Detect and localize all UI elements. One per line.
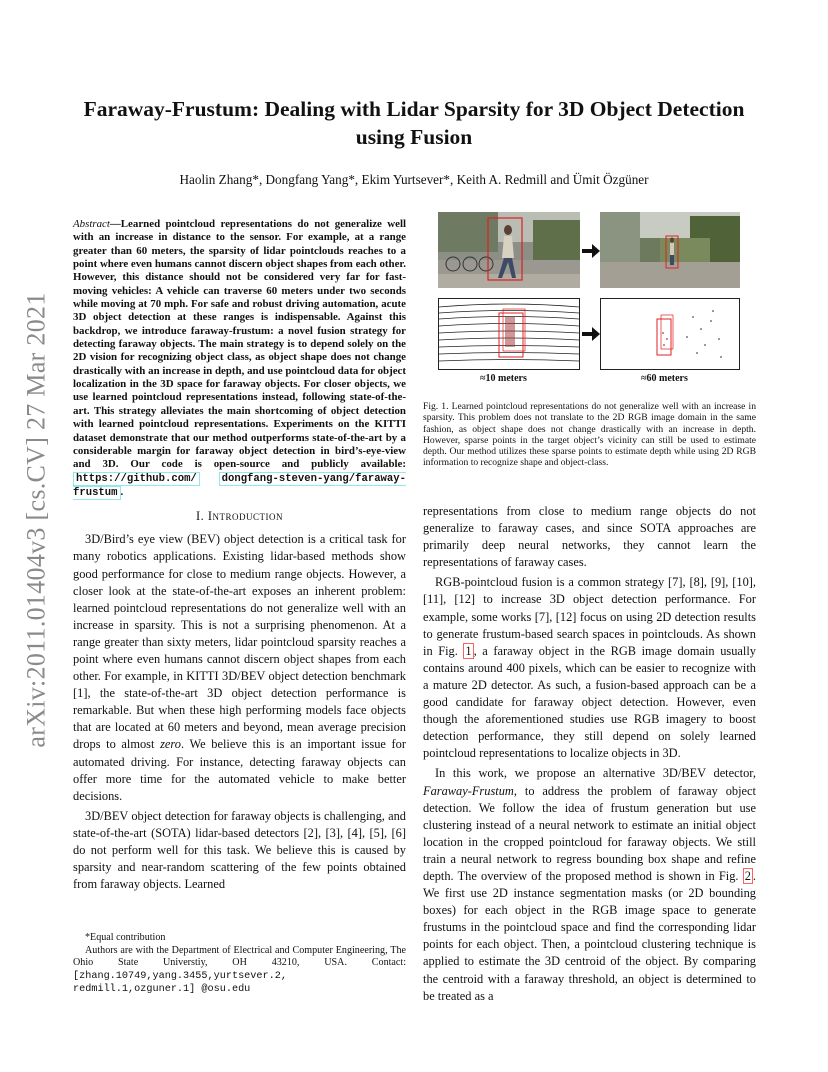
footnote-affiliation-text: Authors are with the Department of Electrical and Computer Engineering, The Ohio State Universtiy, OH 43210, USA. Contact: xyxy=(73,944,406,969)
footnote-affiliation xyxy=(73,945,406,997)
footnote-equal-contribution: *Equal contribution xyxy=(85,932,166,943)
intro-right-p2-emphasis: Faraway-Frustum xyxy=(423,783,514,798)
figure-1-reference-link[interactable]: 1 xyxy=(465,643,472,658)
code-link-line-2[interactable]: dongfang-steven-yang/faraway-frustum xyxy=(73,472,406,499)
figure-near-rgb-image xyxy=(438,212,580,288)
arxiv-identifier xyxy=(17,285,57,755)
abstract-end: . xyxy=(120,485,124,498)
figure-2-reference-link[interactable]: 2 xyxy=(744,868,751,883)
left-column xyxy=(73,218,406,896)
abstract xyxy=(73,218,406,500)
footnote-emails: [zhang.10749,yang.3455,yurtsever.2, redmill.1,ozguner.1] @osu.edu xyxy=(73,970,287,996)
intro-right-paragraph-2 xyxy=(423,765,756,1004)
paper-title-line-2: using Fusion xyxy=(355,125,473,149)
intro-right-p2-text-c: . We first use 2D instance segmentation masks (or 2D bounding boxes) for each object in the RGB image space to generate frustums in the pointcloud space and find the corresponding lidar points for each object. Then, a pointcloud clustering technique is applied to estimate the 3D centroid of the object. By comparing the centroid with a faraway threshold, an object is determined to be treated as a xyxy=(423,868,756,1003)
arxiv-identifier-text: arXiv:2011.01404v3 [cs.CV] 27 Mar 2021 xyxy=(22,292,51,748)
code-link-line-1[interactable]: https://github.com/ xyxy=(73,472,200,486)
intro-right-paragraph-0: representations from close to medium range objects do not generalize to faraway cases, and since SOTA approaches are primarily deep neural networks, they cannot learn the representations of faraway cases. xyxy=(423,504,756,570)
figure-far-rgb-image xyxy=(600,212,740,288)
intro-right-p2-text-b: , to address the problem of faraway object detection. We follow the idea of frustum generation but use clustering instead of a neural network to estimate an initial object location in the cropped pointcloud for faraway objects. We still train a neural network to regress bounding box shape and refine depth. The overview of the proposed method is shown in Fig. xyxy=(423,783,756,883)
footnote xyxy=(73,932,406,997)
figure-near-pointcloud xyxy=(438,298,580,370)
right-column xyxy=(423,503,756,1008)
intro-paragraph-2: 3D/BEV object detection for faraway objects is challenging, and state-of-the-art (SOTA) lidar-based detectors [2], [3], [4], [5], [6] do not perform well for this task. We believe this is caused by sparsity and near-random scattering of the few points obtained from faraway objects. Learned xyxy=(73,808,406,892)
intro-p1-text-b: . We believe this is an important issue for automated driving. For instance, detecting faraway objects can offer more time for the automated vehicle to make better decisions. xyxy=(73,737,406,803)
abstract-dash: — xyxy=(109,218,121,230)
section-heading-introduction: I. Introduction xyxy=(196,509,283,524)
abstract-heading: Abstract xyxy=(73,218,110,230)
figure-far-pointcloud xyxy=(600,298,740,370)
abstract-body: Learned pointcloud representations do not generalize well with an increase in distance to the sensor. For example, at a range greater than 60 meters, the sparsity of lidar pointclouds reaches to a point where even humans cannot discern object shapes from each other. However, this distance should not be considered very far for fast-moving vehicles: A vehicle can traverse 60 meters under two seconds while moving at 70 mph. For safe and robust driving automation, acute 3D object detection at these ranges is indispensable. Against this backdrop, we introduce faraway-frustum: a novel fusion strategy for detecting faraway objects. The main strategy is to depend solely on the 2D vision for recognizing object class, as object shape does not change drastically with an increase in depth, and use pointcloud data for object localization in the 3D space for faraway objects. For closer objects, we use learned pointcloud representations instead, following state-of-the-art. This strategy alleviates the main shortcoming of object detection with learned pointcloud representations. Experiments on the KITTI dataset demonstrate that our method outperforms state-of-the-art by a considerable margin for faraway object detection in bird’s-eye-view and 3D. Our code is open-source and publicly available: xyxy=(73,218,406,471)
paper-title xyxy=(60,95,768,151)
intro-right-paragraph-1 xyxy=(423,574,756,762)
figure-1-caption: Fig. 1. Learned pointcloud representations do not generalize well with an increase in sparsity. This problem does not translate to the 2D RGB image domain in the same fashion, as object shape does not change drastically with an increase in depth. However, sparse points in the target object’s vicinity can still be used to estimate depth. Our method utilizes these sparse points to estimate depth while using 2D RGB information to recognize shape and object-class. xyxy=(423,401,756,469)
arrow-right-icon xyxy=(582,327,600,341)
intro-right-p1-text-b: , a faraway object in the RGB image domain usually contains around 400 pixels, which can be easier to recognize with a mature 2D detector. As such, a fusion-based approach can be a good candidate for faraway object detection. However, even though the aforementioned studies use RGB imagery to boost detection performance, they still depend on solely learned pointcloud representations to localize objects in 3D. xyxy=(423,643,756,761)
figure-label-near: ≈10 meters xyxy=(480,373,527,384)
figure-1 xyxy=(438,212,760,384)
intro-right-p1-text-a: RGB-pointcloud fusion is a common strategy [7], [8], [9], [10], [11], [12] to increase 3D object detection performance. For example, some works [7], [12] focus on using 2D detection results to generate frustum-based search spaces in pointclouds. As shown in Fig. xyxy=(423,575,756,658)
figure-label-far: ≈60 meters xyxy=(641,373,688,384)
arrow-right-icon xyxy=(582,244,600,258)
paper-title-line-1: Faraway-Frustum: Dealing with Lidar Sparsity for 3D Object Detection xyxy=(83,97,745,121)
intro-p1-emphasis: zero xyxy=(160,737,181,752)
intro-paragraph-1 xyxy=(73,531,406,805)
intro-p1-text-a: 3D/Bird’s eye view (BEV) object detection is a critical task for many robotics applications. Existing lidar-based methods show good performance for close to medium range objects. However, a closer look at the state-of-the-art exposes an inherent problem: learned pointcloud representations do not generalize well with an increase in sparsity. This is not a surprising phenomenon. At a range greater than sixty meters, lidar pointcloud sparsity reaches a point where even humans cannot discern object shapes from each other. For example, in KITTI 3D/BEV object detection benchmark [1], the state-of-the-art 3D object detection performance is remarkable. But when these high performing models face objects that are located at 60 meters and beyond, mean average precision drops to almost xyxy=(73,532,406,752)
intro-right-p2-text-a: In this work, we propose an alternative 3D/BEV detector, xyxy=(435,766,756,781)
paper-authors: Haolin Zhang*, Dongfang Yang*, Ekim Yurtsever*, Keith A. Redmill and Ümit Özgüner xyxy=(179,172,649,187)
